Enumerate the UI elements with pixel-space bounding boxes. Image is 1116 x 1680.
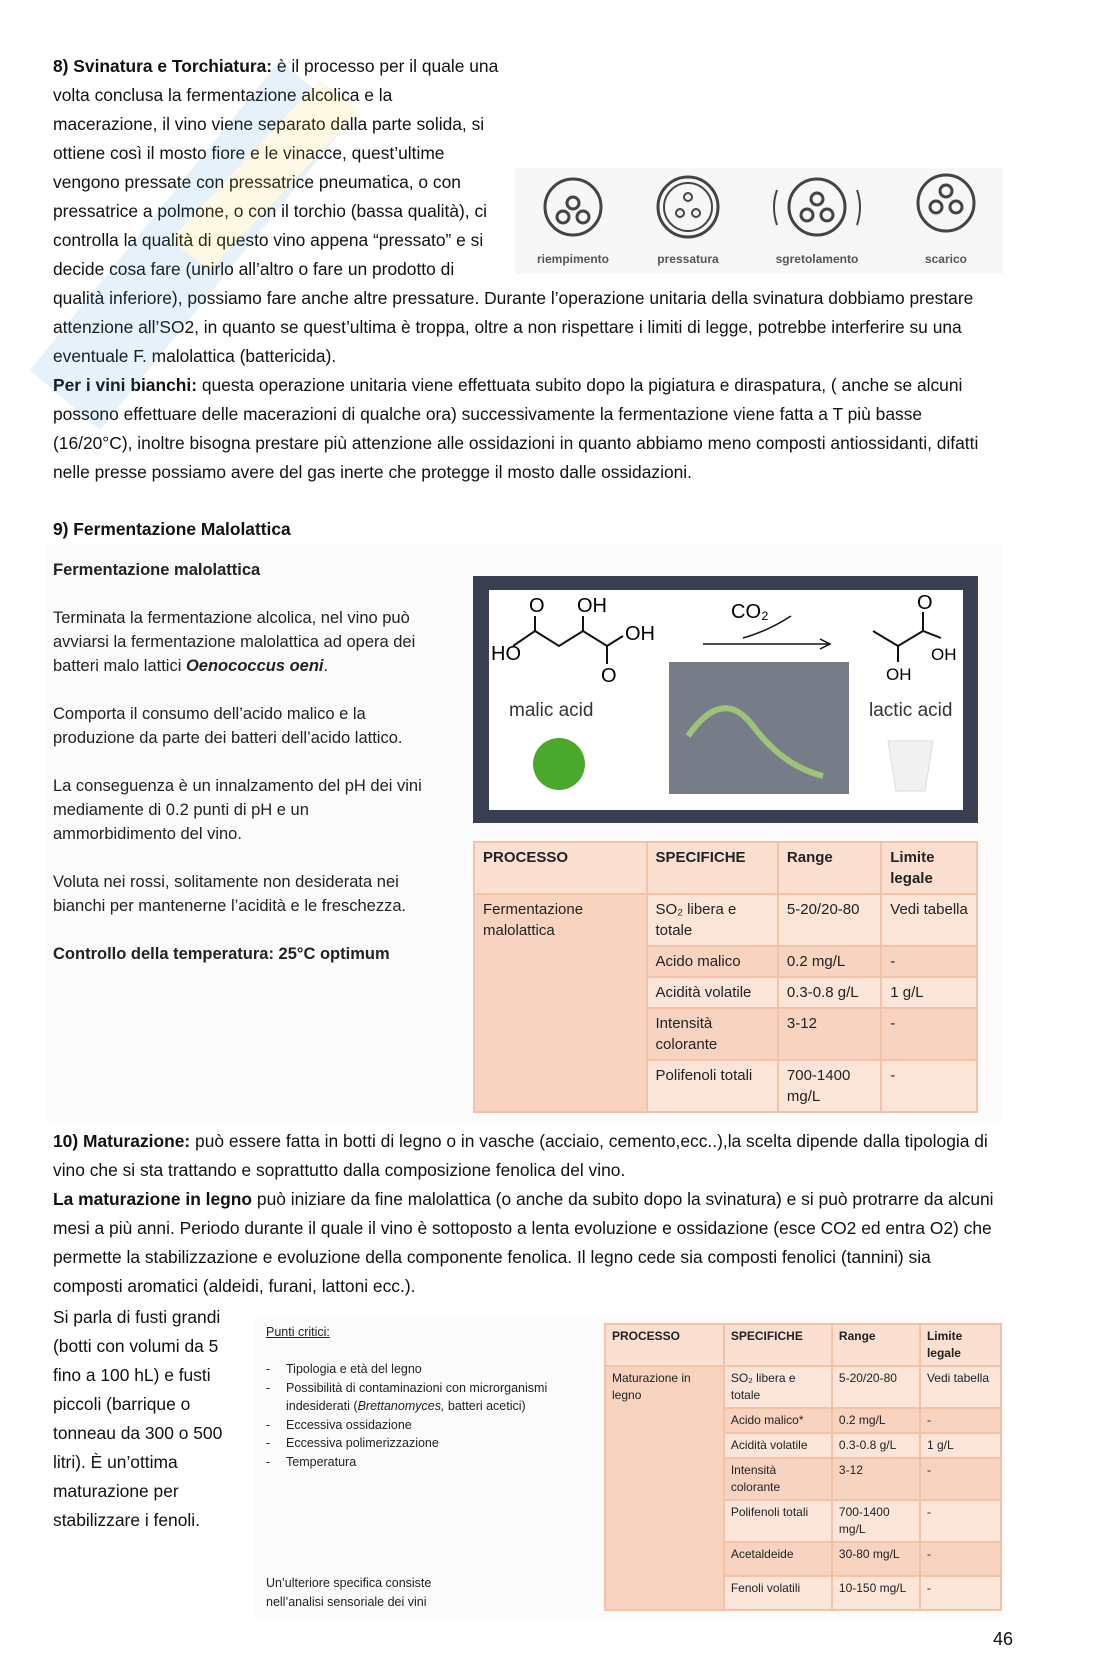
slide-title: Fermentazione malolattica bbox=[53, 561, 261, 579]
yogurt-icon bbox=[888, 741, 933, 791]
table-header-row: PROCESSO SPECIFICHE Range Limite legale bbox=[474, 842, 977, 894]
table-row: Fenoli volatili 10-150 mg/L - bbox=[605, 1576, 1001, 1610]
whites-label: Per i vini bianchi: bbox=[53, 375, 197, 395]
malolactic-figure-column bbox=[473, 558, 978, 1113]
co2-label: CO₂ bbox=[731, 601, 769, 623]
atom-label: OH bbox=[625, 623, 655, 645]
table-header-row: PROCESSO SPECIFICHE Range Limite legale bbox=[605, 1324, 1001, 1366]
table-row: Acidità volatile 0.3-0.8 g/L 1 g/L bbox=[605, 1433, 1001, 1458]
section-8-text: è il processo per il quale una volta conclusa la fermentazione alcolica e la macerazione, il vino viene separato dalla parte solida, si ottiene così il mosto fiore e le vinacce, quest’ultime vengono pressate con pressatrice pneumatica, o con pressatrice a polmone, o con il torchio (bassa qualità), ci controlla la qualità di questo vino appena “pressato” e si decide cosa fare (unirlo all’altro o fare un prodotto di qualità inferiore), possiamo fare anche altre pressature. Durante l’operazione unitaria della svinatura dobbiamo prestare attenzione all’SO2, in quanto se quest’ultima è troppa, oltre a non rispettare i limiti di legge, potrebbe interferire su una eventuale F. malolattica (battericida). bbox=[53, 56, 974, 366]
list-item: - Eccessiva polimerizzazione bbox=[286, 1434, 596, 1453]
table-row: Polifenoli totali 700-1400 mg/L - bbox=[474, 1060, 977, 1112]
table-row: Maturazione in legno SO₂ libera e totale 5-20/20-80 Vedi tabella bbox=[605, 1366, 1001, 1408]
table-row: Acetaldeide 30-80 mg/L - bbox=[605, 1542, 1001, 1576]
press-cycle-figure bbox=[515, 168, 1003, 274]
malolactic-table bbox=[473, 841, 978, 1113]
table-row: Fermentazione malolattica SO₂ libera e totale 5-20/20-80 Vedi tabella bbox=[474, 894, 977, 946]
malolactic-diagram bbox=[473, 576, 978, 823]
press-drum-rotating-icon bbox=[767, 165, 867, 245]
critical-points bbox=[266, 1323, 596, 1611]
section-9-title: 9) Fermentazione Malolattica bbox=[53, 519, 291, 539]
table-row: Polifenoli totali 700-1400 mg/L - bbox=[605, 1500, 1001, 1542]
sensory-note: Un’ulteriore specifica consiste nell’analisi sensoriale dei vini bbox=[266, 1576, 432, 1609]
atom-label: O bbox=[917, 592, 933, 614]
press-drum-icon bbox=[653, 165, 723, 245]
lactic-acid-label: lactic acid bbox=[869, 700, 953, 721]
list-item: - Tipologia e età del legno bbox=[286, 1360, 596, 1379]
press-drum-icon bbox=[538, 165, 608, 245]
malolactic-slide bbox=[45, 544, 1003, 1121]
table-row: Acido malico* 0.2 mg/L - bbox=[605, 1408, 1001, 1433]
press-stage-riempimento: riempimento bbox=[537, 165, 609, 274]
wood-maturation-table bbox=[604, 1323, 1002, 1611]
barrel-sizes-text: Si parla di fusti grandi (botti con volumi da 5 fino a 100 hL) e fusti piccoli (barrique o tonneau da 300 o 500 litri). È un’ottima maturazione per stabilizzare i fenoli. bbox=[53, 1307, 223, 1530]
press-stage-sgretolamento: sgretolamento bbox=[767, 165, 867, 274]
wood-maturation-slide bbox=[255, 1317, 1003, 1617]
table-row: Acidità volatile 0.3-0.8 g/L 1 g/L bbox=[474, 977, 977, 1008]
malic-acid-label: malic acid bbox=[509, 700, 594, 721]
whites-text: questa operazione unitaria viene effettuata subito dopo la pigiatura e diraspatura, ( anche se alcuni possono effettuare delle macerazioni di qualche ora) successivamente la fermentazione viene fatta a T più basse (16/20°C), inoltre bisogna prestare più attenzione alle ossidazioni in quanto abbiamo meno composti antiossidanti, difatti nelle presse possiamo avere del gas inerte che protegge il mosto dalle ossidazioni. bbox=[53, 375, 979, 482]
list-item: - Temperatura bbox=[286, 1453, 596, 1472]
table-row: Acido malico 0.2 mg/L - bbox=[474, 946, 977, 977]
list-item: - Possibilità di contaminazioni con microrganismi indesiderati (Brettanomyces, batteri acetici) bbox=[286, 1379, 596, 1416]
apple-icon bbox=[533, 738, 585, 790]
malolactic-slide-text: Fermentazione malolattica Terminata la fermentazione alcolica, nel vino può avviarsi la fermentazione malolattica ad opera dei batteri malo lattici Oenococcus oeni. Comporta il consumo dell’acido malico e la produzione da parte dei batteri dell’acido lattico. La conseguenza è un innalzamento del pH dei vini mediamente di 0.2 punti di pH e un ammorbidimento del vino. Voluta nei rossi, solitamente non desiderata nei bianchi per mantenerne l’acidità e le freschezza. Controllo della temperatura: 25°C optimum bbox=[53, 561, 422, 963]
page-number: 46 bbox=[992, 1629, 1013, 1649]
wood-maturation-label: La maturazione in legno bbox=[53, 1189, 253, 1209]
section-10-title: 10) Maturazione: bbox=[53, 1131, 191, 1151]
wood-maturation-row bbox=[53, 1303, 1003, 1617]
press-stage-scarico: scarico bbox=[911, 165, 981, 274]
press-stage-pressatura: pressatura bbox=[653, 165, 723, 274]
table-row: Intensità colorante 3-12 - bbox=[605, 1458, 1001, 1500]
press-drum-icon bbox=[911, 165, 981, 245]
atom-label: O bbox=[529, 595, 545, 617]
atom-label: HO bbox=[491, 643, 521, 665]
table-row: Intensità colorante 3-12 - bbox=[474, 1008, 977, 1060]
atom-label: OH bbox=[886, 665, 912, 684]
list-item: - Eccessiva ossidazione bbox=[286, 1416, 596, 1435]
section-8-title: 8) Svinatura e Torchiatura: bbox=[53, 56, 273, 76]
atom-label: OH bbox=[577, 595, 607, 617]
section-8 bbox=[53, 52, 1003, 487]
atom-label: OH bbox=[931, 645, 957, 664]
atom-label: O bbox=[601, 665, 617, 687]
critical-points-title: Punti critici: bbox=[266, 1325, 330, 1339]
section-10: 10) Maturazione: può essere fatta in botti di legno o in vasche (acciaio, cemento,ecc..),la scelta dipende dalla tipologia di vino che si sta trattando e soprattutto dalla composizione fenolica del vino. La maturazione in legno può iniziare da fine malolattica (o anche da subito dopo la svinatura) e si può protrarre da alcuni mesi a più anni. Periodo durante il quale il vino è sottoposto a lenta evoluzione e ossidazione (esce CO2 ed entra O2) che permette la stabilizzazione e evoluzione della componente fenolica. Il legno cede sia composti fenolici (tannini) sia composti aromatici (aldeidi, furani, lattoni ecc.). bbox=[53, 1131, 994, 1296]
